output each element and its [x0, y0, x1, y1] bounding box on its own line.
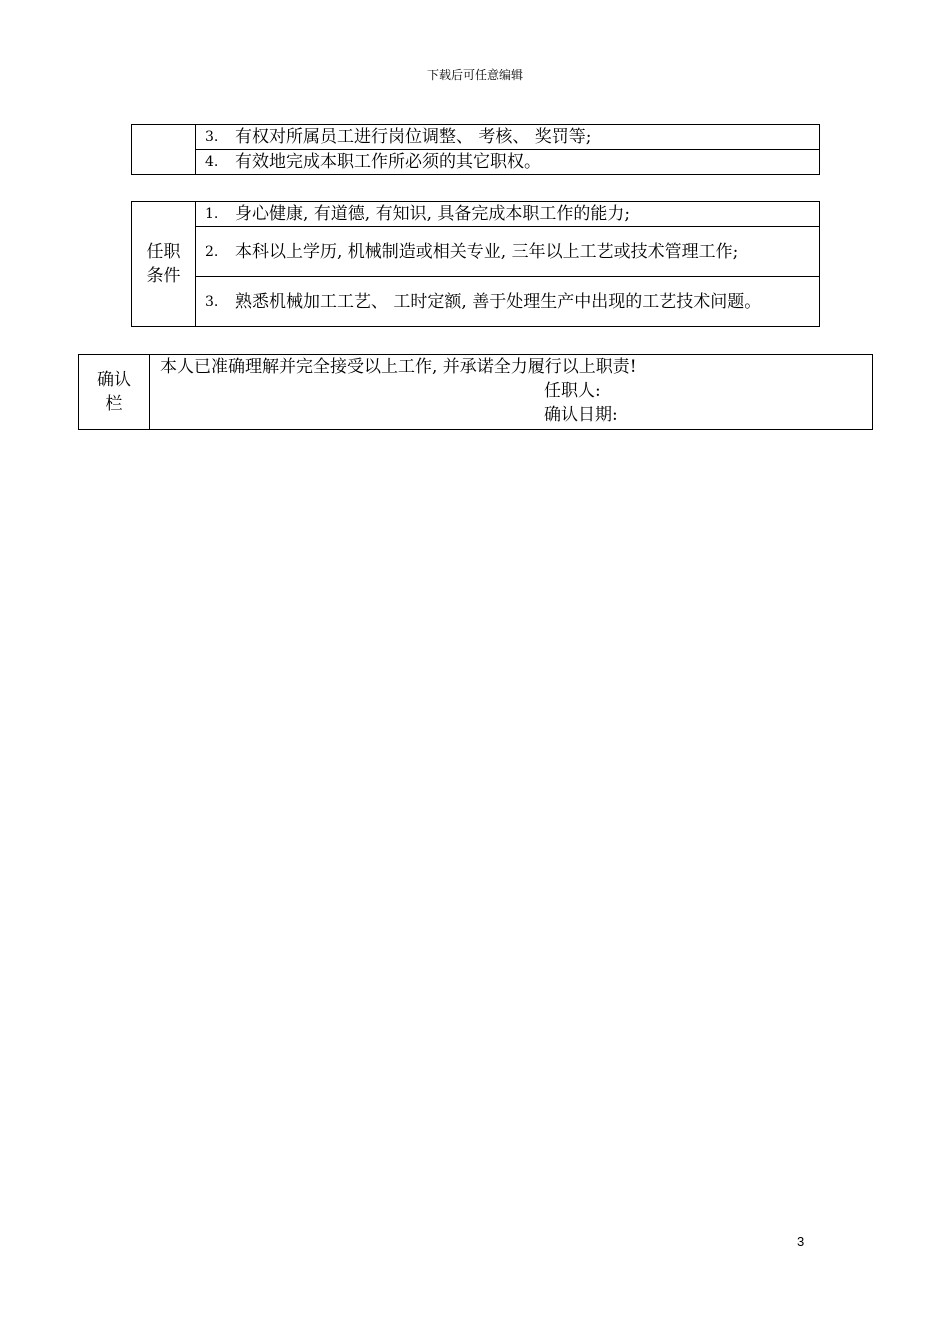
page-number: 3 [797, 1234, 805, 1249]
confirmation-table [78, 354, 873, 430]
confirm-date-field[interactable]: 确认日期: [544, 405, 618, 425]
confirmation-label: 确认 栏 [79, 355, 150, 430]
confirmation-content [150, 355, 873, 430]
confirmation-statement: 本人已准确理解并完全接受以上工作, 并承诺全力履行以上职责! [160, 357, 637, 377]
qualifications-label: 任职 条件 [132, 202, 196, 327]
qualifications-table [131, 201, 820, 327]
item-text: 身心健康, 有道德, 有知识, 具备完成本职工作的能力; [235, 204, 631, 224]
authority-label-cell [132, 125, 196, 175]
item-text: 熟悉机械加工工艺、 工时定额, 善于处理生产中出现的工艺技术问题。 [235, 291, 762, 312]
item-number: 2. [205, 243, 219, 260]
item-number: 3. [205, 129, 219, 145]
qualification-item [196, 277, 820, 327]
authority-table [131, 124, 820, 175]
item-number: 3. [205, 293, 219, 310]
signer-field[interactable]: 任职人: [544, 381, 601, 401]
item-text: 本科以上学历, 机械制造或相关专业, 三年以上工艺或技术管理工作; [235, 241, 739, 262]
qualification-item [196, 227, 820, 277]
item-number: 1. [205, 206, 219, 222]
page-header: 下载后可任意编辑 [426, 68, 523, 82]
item-text: 有效地完成本职工作所必须的其它职权。 [235, 152, 541, 172]
item-text: 有权对所属员工进行岗位调整、 考核、 奖罚等; [235, 127, 592, 147]
authority-item [196, 150, 820, 175]
qualification-item [196, 202, 820, 227]
authority-item [196, 125, 820, 150]
item-number: 4. [205, 154, 219, 170]
